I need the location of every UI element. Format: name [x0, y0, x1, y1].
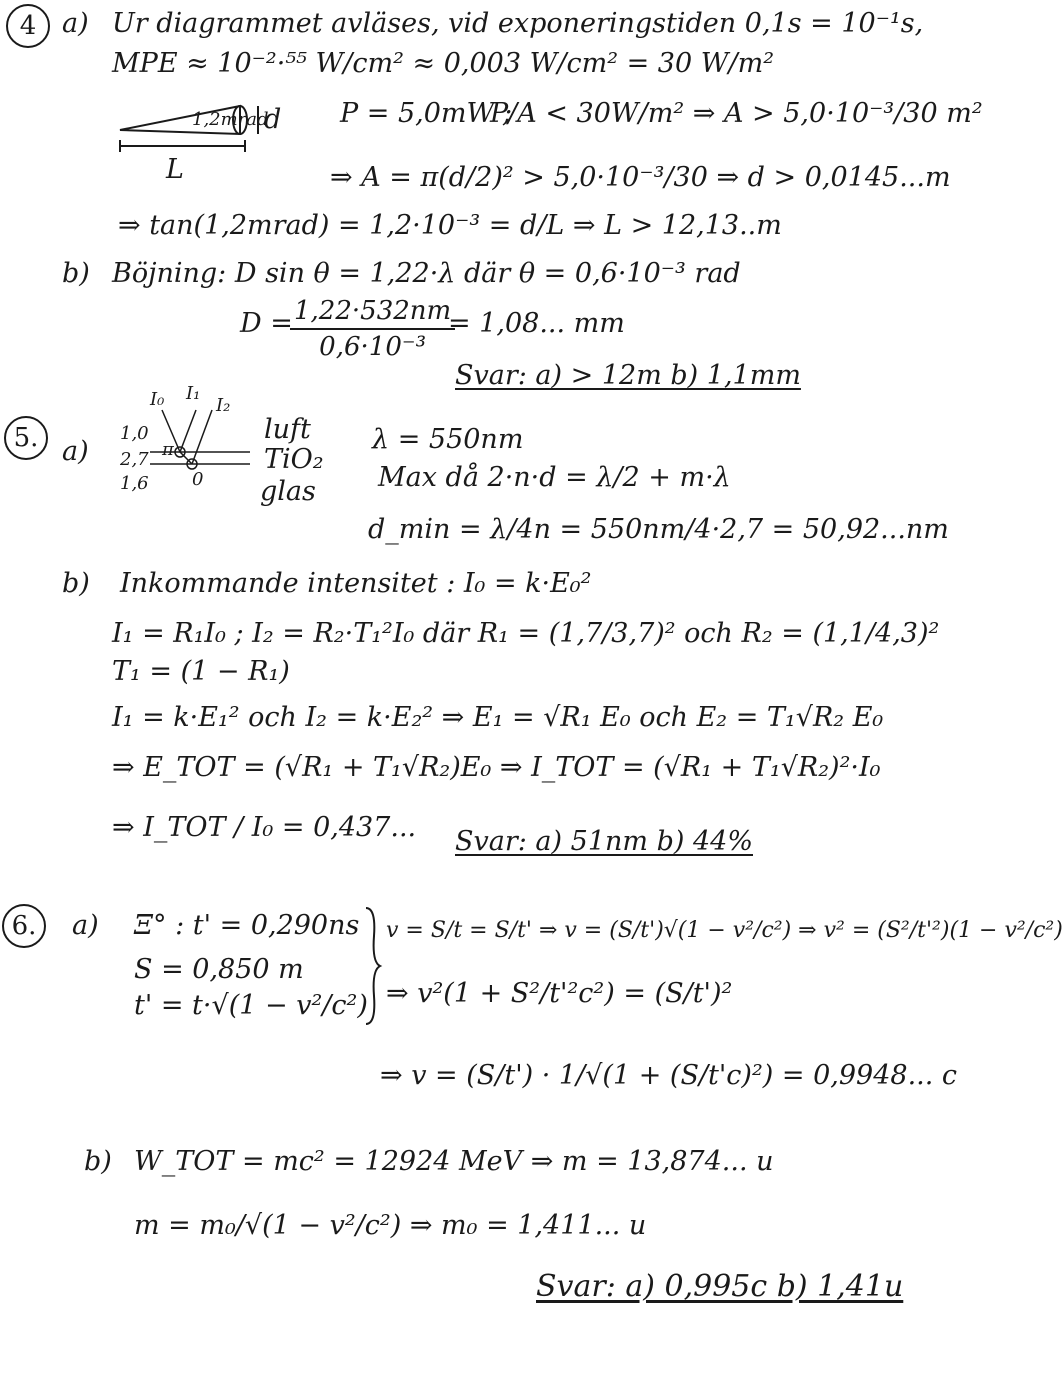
p5-b-line3: T₁ = (1 − R₁) — [112, 656, 290, 687]
p5-b-line4: I₁ = k·E₁² och I₂ = k·E₂² ⇒ E₁ = √R₁ E₀ och E₂ = T₁√R₂ E₀ — [112, 702, 884, 733]
sketch-angle-label: 1,2mrad — [192, 109, 269, 130]
p4-b-fraction — [290, 296, 455, 362]
p4-power: P = 5,0mW ; — [340, 98, 512, 129]
p6-b-line2: m = m₀/√(1 − v²/c²) ⇒ m₀ = 1,411... u — [134, 1210, 647, 1241]
sketch-zero: 0 — [192, 469, 204, 490]
sketch-glas: glas — [260, 476, 316, 507]
problem-4-number: 4 — [6, 4, 50, 48]
p4-tan-line: ⇒ tan(1,2mrad) = 1,2·10⁻³ = d/L ⇒ L > 12,13..m — [118, 210, 782, 241]
p6-eq2: ⇒ v²(1 + S²/t'²c²) = (S/t')² — [386, 978, 733, 1009]
p4-b-frac-top: 1,22·532nm — [290, 296, 455, 330]
p6-eq1: v = S/t = S/t' ⇒ v = (S/t')√(1 − v²/c²) ⇒ v² = (S²/t'²)(1 − v²/c²) — [386, 918, 1063, 943]
p5-b-line2: I₁ = R₁I₀ ; I₂ = R₂·T₁²I₀ där R₁ = (1,7/3,7)² och R₂ = (1,1/4,3)² — [112, 618, 940, 649]
p4-a-label: a) — [62, 8, 89, 39]
p6-given2: S = 0,850 m — [134, 954, 304, 985]
p5-dmin: d_min = λ/4n = 550nm/4·2,7 = 50,92...nm — [368, 514, 949, 545]
p4-b-result: = 1,08... mm — [448, 308, 625, 339]
sketch-n-tio2: 2,7 — [120, 449, 149, 470]
sketch-n-glass: 1,6 — [120, 473, 149, 494]
sketch-I1: I₁ — [186, 383, 201, 404]
sketch-pi: π — [162, 439, 174, 460]
p4-inequality: P/A < 30W/m² ⇒ A > 5,0·10⁻³/30 m² — [490, 98, 983, 129]
p5-b-line5: ⇒ E_TOT = (√R₁ + T₁√R₂)E₀ ⇒ I_TOT = (√R₁ + T₁√R₂)²·I₀ — [112, 752, 881, 783]
p5-answer: Svar: a) 51nm b) 44% — [455, 826, 753, 857]
problem-6-number: 6. — [2, 904, 46, 948]
p6-b-label: b) — [84, 1146, 112, 1177]
p4-b-label: b) — [62, 258, 90, 289]
p4-b-line1: Böjning: D sin θ = 1,22·λ där θ = 0,6·10⁻³ rad — [112, 258, 741, 289]
p5-a-label: a) — [62, 436, 89, 467]
p6-a-label: a) — [72, 910, 99, 941]
p5-b-line6: ⇒ I_TOT / I₀ = 0,437... — [112, 812, 417, 843]
p5-b-line1: Inkommande intensitet : I₀ = k·E₀² — [120, 568, 592, 599]
p5-max-condition: Max då 2·n·d = λ/2 + m·λ — [378, 462, 731, 493]
problem-5-number: 5. — [4, 416, 48, 460]
sketch-L-label: L — [166, 154, 184, 185]
p4-answer: Svar: a) > 12m b) 1,1mm — [455, 360, 801, 391]
sketch-I2: I₂ — [216, 395, 231, 416]
p4-b-frac-bottom: 0,6·10⁻³ — [319, 332, 427, 362]
p6-given1: Ξ° : t' = 0,290ns — [134, 910, 360, 941]
p6-answer: Svar: a) 0,995c b) 1,41u — [536, 1269, 904, 1304]
given-brace — [362, 906, 382, 1026]
sketch-tio2: TiO₂ — [264, 444, 324, 475]
p5-lambda: λ = 550nm — [372, 424, 524, 455]
p6-given3: t' = t·√(1 − v²/c²) — [134, 990, 368, 1021]
sketch-I0: I₀ — [150, 389, 165, 410]
p6-b-line1: W_TOT = mc² = 12924 MeV ⇒ m = 13,874... u — [134, 1146, 774, 1177]
p4-a-line2: MPE ≈ 10⁻²·⁵⁵ W/cm² ≈ 0,003 W/cm² = 30 W/m² — [112, 48, 775, 79]
sketch-luft: luft — [264, 414, 311, 445]
sketch-n-air: 1,0 — [120, 423, 149, 444]
sketch-d-label: d — [264, 104, 282, 135]
p6-eq3: ⇒ v = (S/t') · 1/√(1 + (S/t'c)²) = 0,9948... c — [380, 1060, 958, 1091]
p5-b-label: b) — [62, 568, 90, 599]
p4-a-line1: Ur diagrammet avläses, vid exponeringstiden 0,1s = 10⁻¹s, — [112, 8, 924, 39]
p4-area: ⇒ A = π(d/2)² > 5,0·10⁻³/30 ⇒ d > 0,0145...m — [330, 162, 951, 193]
p4-b-D: D = — [240, 308, 293, 339]
